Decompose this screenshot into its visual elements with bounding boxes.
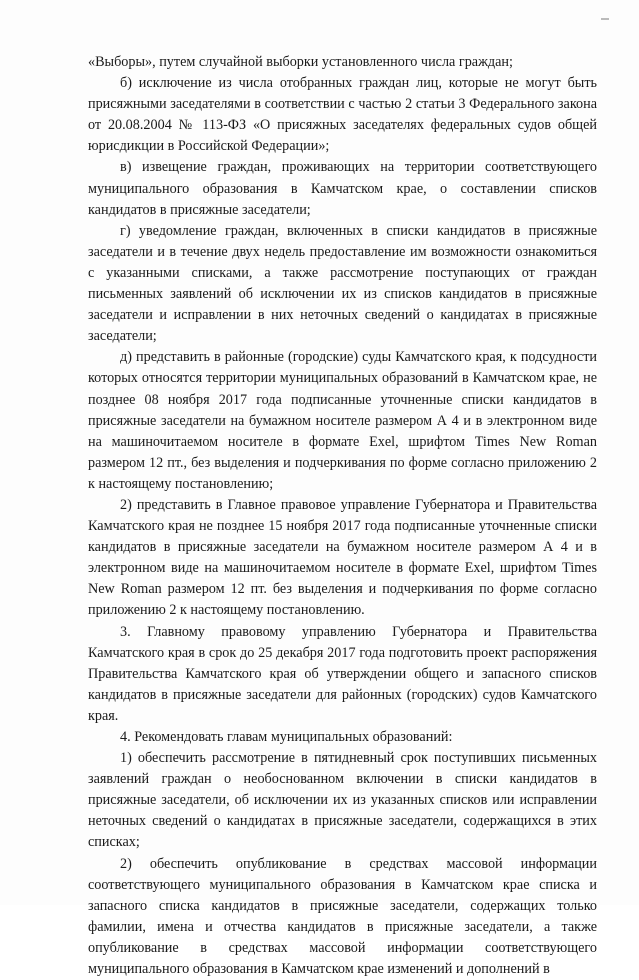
document-body <box>88 52 597 980</box>
paragraph-section-4-item-2: 2) обеспечить опубликование в средствах массовой информации соответствующего муниципального образования в Камчатском крае списка и запасного списка кандидатов в присяжные заседатели, содержащих только фамилии, имена и отчества кандидатов в присяжные заседатели, а также опубликование в средствах массовой информации соответствующего муниципального образования в Камчатском крае изменений и дополнений в <box>88 855 597 978</box>
paragraph-subitem-2: 2) представить в Главное правовое управление Губернатора и Правительства Камчатского края не позднее 15 ноября 2017 года подписанные уточненные списки кандидатов в присяжные заседатели на бумажном носителе размером А 4 и в электронном виде на машиночитаемом носителе в формате Exel, шрифтом Times New Roman размером 12 пт. без выделения и подчеркивания по форме согласно приложению 2 к настоящему постановлению. <box>88 496 597 619</box>
paragraph-item-b: б) исключение из числа отобранных граждан лиц, которые не могут быть присяжными заседателями в соответствии с частью 2 статьи 3 Федерального закона от 20.08.2004 № 113-ФЗ «О присяжных заседателях федеральных судов общей юрисдикции в Российской Федерации»; <box>88 75 597 155</box>
paragraph-vybory-continuation: «Выборы», путем случайной выборки установленного числа граждан; <box>88 54 513 70</box>
paragraph-item-v: в) извещение граждан, проживающих на территории соответствующего муниципального образования в Камчатском крае, о составлении списков кандидатов в присяжные заседатели; <box>88 159 597 218</box>
paragraph-section-4-item-1: 1) обеспечить рассмотрение в пятидневный срок поступивших письменных заявлений граждан о необоснованном включении в списки кандидатов в присяжные заседатели, об исключении их из указанных списков или исправлении неточных сведений о кандидатах в присяжные заседатели, содержащихся в этих списках; <box>88 750 597 851</box>
scan-artifact <box>601 18 609 20</box>
paragraph-section-4: 4. Рекомендовать главам муниципальных образований: <box>120 729 453 745</box>
paragraph-item-g: г) уведомление граждан, включенных в списки кандидатов в присяжные заседатели и в течение двух недель предоставление им возможности ознакомиться с указанными списками, а также рассмотрение поступающих от граждан письменных заявлений об исключении их из списков кандидатов в присяжные заседатели и исправлении в них неточных сведений о кандидатах в присяжные заседатели; <box>88 222 597 345</box>
paragraph-section-3: 3. Главному правовому управлению Губернатора и Правительства Камчатского края в срок до 25 декабря 2017 года подготовить проект распоряжения Правительства Камчатского края об утверждении общего и запасного списков кандидатов в присяжные заседатели для районных (городских) судов Камчатского края. <box>88 623 597 724</box>
paragraph-item-d: д) представить в районные (городские) суды Камчатского края, к подсудности которых относятся территории муниципальных образований в Камчатском крае, не позднее 08 ноября 2017 года подписанные уточненные списки кандидатов в присяжные заседатели на бумажном носителе размером А 4 и в электронном виде на машиночитаемом носителе в формате Exel, шрифтом Times New Roman размером 12 пт., без выделения и подчеркивания по форме согласно приложению 2 к настоящему постановлению; <box>88 349 597 492</box>
